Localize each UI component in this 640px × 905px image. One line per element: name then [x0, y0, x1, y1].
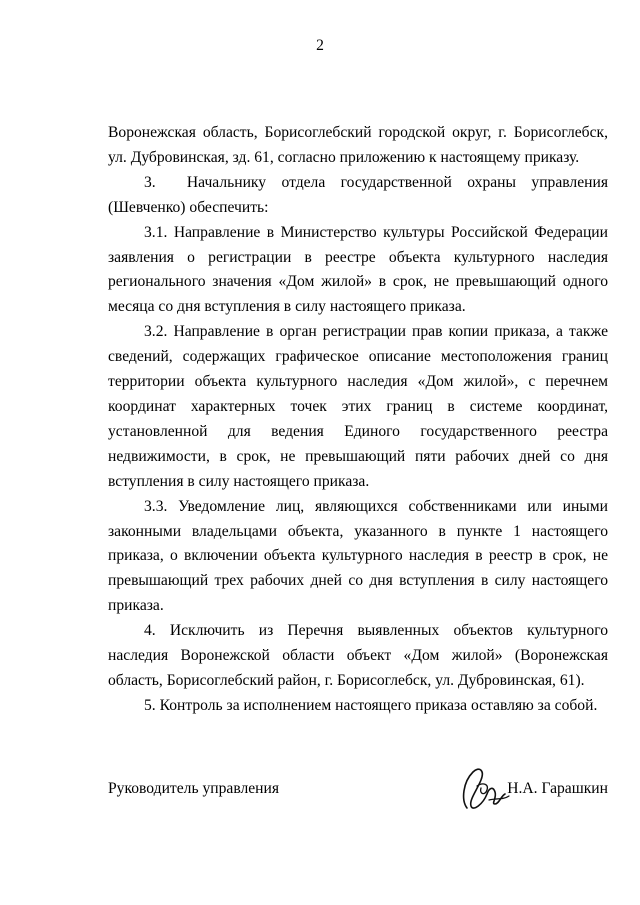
paragraph-item-3-1: 3.1. Направление в Министерство культуры Российской Федерации заявления о регистрации в реестре объекта культурного наследия регионального значения «Дом жилой» в срок, не превышающий одного месяца со дня вступления в силу настоящего приказа.: [108, 223, 608, 316]
paragraph-address-continuation: Воронежская область, Борисоглебский городской округ, г. Борисоглебск, ул. Дубровинская, зд. 61, согласно приложению к настоящему приказу.: [108, 124, 608, 166]
paragraph-item-3-2: 3.2. Направление в орган регистрации прав копии приказа, а также сведений, содержащих графическое описание местоположения границ территории объекта культурного наследия «Дом жилой», с перечнем координат характерных точек этих границ в системе координат, установленной для ведения Единого государственного реестра недвижимости, в срок, не превышающий пяти рабочих дней со дня вступления в силу настоящего приказа.: [108, 323, 608, 490]
signatory-title: Руководитель управления: [108, 780, 280, 797]
signatory-name: Н.А. Гарашкин: [507, 780, 608, 797]
paragraph-item-3-3: 3.3. Уведомление лиц, являющихся собственниками или иными законными владельцами объекта, указанного в пункте 1 настоящего приказа, о включении объекта культурного наследия в реестр в срок, не превышающий трех рабочих дней со дня вступления в силу настоящего приказа.: [108, 497, 608, 615]
page-number: 2: [316, 37, 324, 54]
signature-block: [108, 780, 608, 810]
document-body: [108, 121, 608, 719]
handwritten-signature: [453, 760, 513, 820]
paragraph-item-4: 4. Исключить из Перечня выявленных объектов культурного наследия Воронежской области объект «Дом жилой» (Воронежская область, Борисоглебский район, г. Борисоглебск, ул. Дубровинская, 61).: [108, 622, 608, 689]
paragraph-item-5: 5. Контроль за исполнением настоящего приказа оставляю за собой.: [144, 696, 598, 714]
paragraph-item-3: 3. Начальнику отдела государственной охраны управления (Шевченко) обеспечить:: [108, 173, 608, 216]
